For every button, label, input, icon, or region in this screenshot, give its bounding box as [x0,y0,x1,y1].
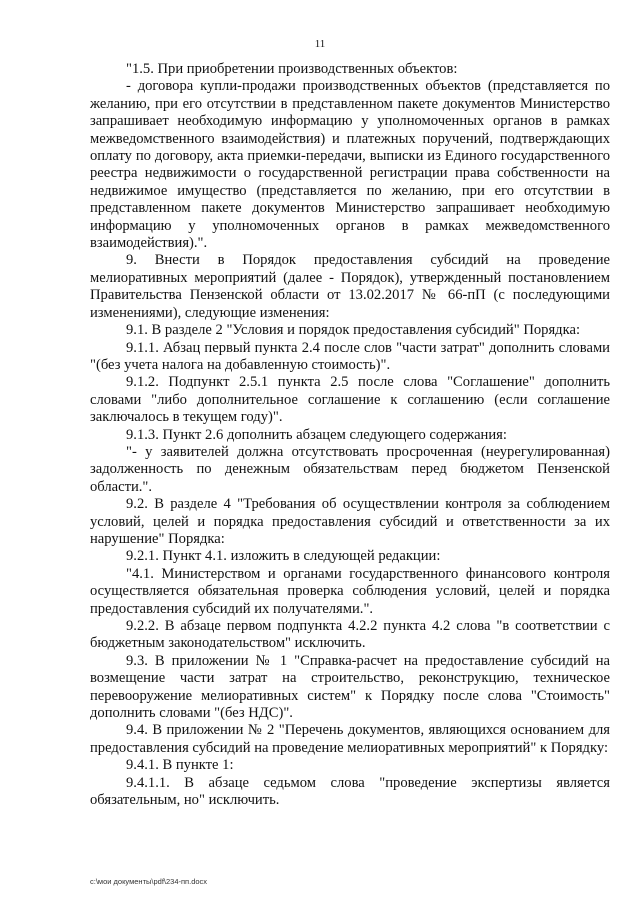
paragraph-item-9-4-1: 9.4.1. В пункте 1: [126,757,234,774]
paragraph-item-9-1-1: 9.1.1. Абзац первый пункта 2.4 после слов "части затрат" дополнить словами "(без учета налога на добавленную стоимость)". [90,339,610,373]
paragraph-item-4-1-text: "4.1. Министерством и органами государственного финансового контроля осуществляется обязательная проверка соблюдения условий, целей и порядка предоставления субсидий их получателями.". [90,565,610,617]
document-body [90,61,610,809]
paragraph-debt-clause: "- у заявителей должна отсутствовать просроченная (неурегулированная) задолженность по денежным обязательствам перед бюджетом Пензенской области.". [90,443,610,495]
paragraph-item-9-1: 9.1. В разделе 2 "Условия и порядок предоставления субсидий" Порядка: [126,322,580,339]
paragraph-sale-contract: - договора купли-продажи производственных объектов (представляется по желанию, при его отсутствии в представленном пакете документов Министерство запрашивает необходимую информацию у уполномоченных органов в рамках межведомственного взаимодействия) и платежных поручений, подтверждающих оплату по договору, акта приемки-передачи, выписки из Единого государственного реестра недвижимости о государственной регистрации права собственности на недвижимое имущество (представляется по желанию, при его отсутствии в представленном пакете документов Министерство запрашивает необходимую информацию у уполномоченных органов в рамках межведомственного взаимодействия).". [90,78,610,252]
paragraph-item-9-2-2: 9.2.2. В абзаце первом подпункта 4.2.2 пункта 4.2 слова "в соответствии с бюджетным законодательством" исключить. [90,618,610,652]
paragraph-item-9-1-2: 9.1.2. Подпункт 2.5.1 пункта 2.5 после слова "Соглашение" дополнить словами "либо дополнительное соглашение к соглашению (если соглашение заключалось в текущем году)". [90,374,610,426]
paragraph-item-9-4-1-1: 9.4.1.1. В абзаце седьмом слова "проведение экспертизы является обязательным, но" исключить. [90,774,610,809]
footer-file-path: c:\мои документы\pdf\234-пп.docx [90,877,208,886]
page-number: 11 [314,38,326,50]
paragraph-item-9: 9. Внести в Порядок предоставления субсидий на проведение мелиоративных мероприятий (далее - Порядок), утвержденный постановлением Правительства Пензенской области от 13.02.2017 № 66-пП (с последующими изменениями), следующие изменения: [90,252,610,321]
paragraph-item-9-3: 9.3. В приложении № 1 "Справка-расчет на предоставление субсидий на возмещение части затрат на строительство, реконструкцию, техническое перевооружение мелиоративных систем" к Порядку после слова "Стоимость" дополнить словами "(без НДС)". [90,652,610,722]
paragraph-item-9-1-3: 9.1.3. Пункт 2.6 дополнить абзацем следующего содержания: [126,426,507,443]
paragraph-item-9-2-1: 9.2.1. Пункт 4.1. изложить в следующей редакции: [126,548,441,565]
paragraph-item-9-2: 9.2. В разделе 4 "Требования об осуществлении контроля за соблюдением условий, целей и порядка предоставления субсидий и ответственности за их нарушение" Порядка: [90,496,610,547]
paragraph-1-5-heading: "1.5. При приобретении производственных объектов: [126,61,458,77]
paragraph-item-9-4: 9.4. В приложении № 2 "Перечень документов, являющихся основанием для предоставления субсидий на проведение мелиоративных мероприятий" к Порядку: [90,722,610,756]
